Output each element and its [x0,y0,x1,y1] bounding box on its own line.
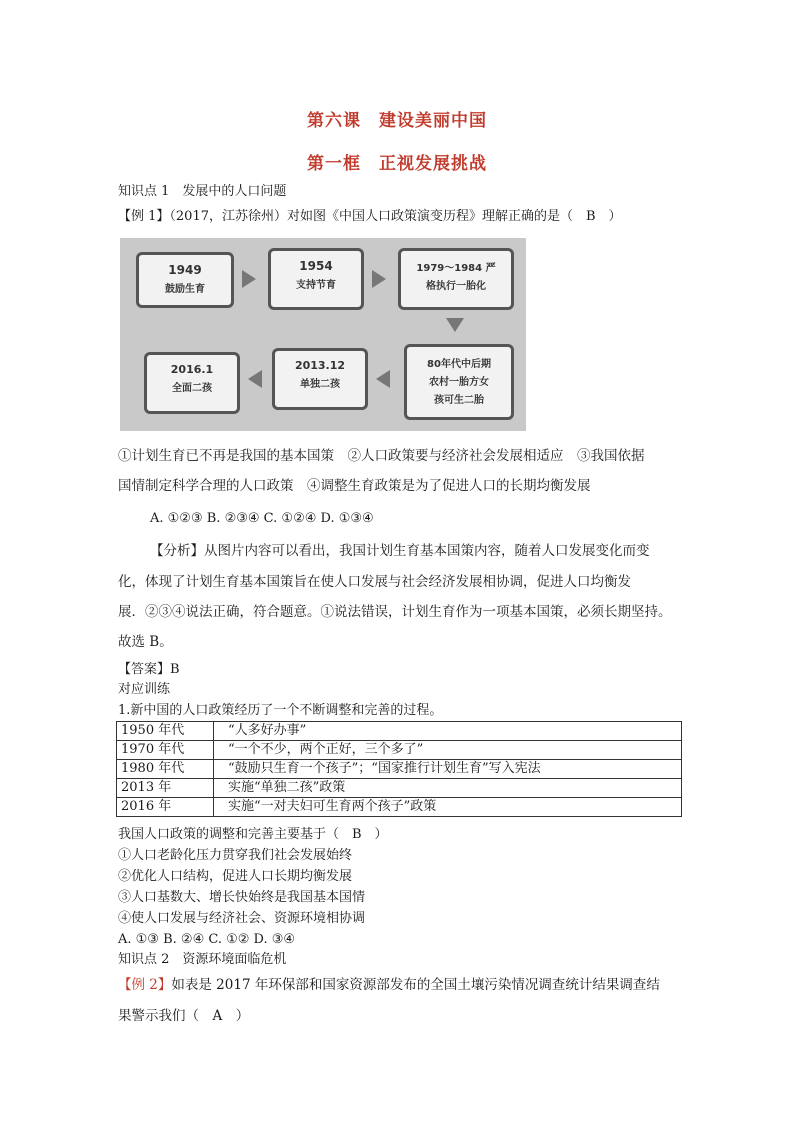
table-cell-period: 2016 年 [117,798,214,817]
table-cell-period: 2013 年 [117,779,214,798]
example-2-stem-line-2: 果警示我们（ A ） [118,1008,250,1024]
lesson-name: 建设美丽中国 [379,111,487,131]
lesson-number: 第六课 [307,111,361,131]
diagram-box-1979: 1979～1984 严 格执行一胎化 [398,248,514,310]
example-2-label: 【例 2】 [118,977,172,993]
knowledge-point-1: 知识点 1 发展中的人口问题 [118,184,287,199]
table-row [117,722,682,741]
table-row [117,779,682,798]
population-policy-diagram [120,238,526,431]
population-policy-table [116,721,682,817]
diagram-box-1949: 1949 鼓励生育 [136,252,234,308]
arrow-right-icon [372,270,386,288]
table-cell-period: 1950 年代 [117,722,214,741]
example-1-choices: A. ①②③ B. ②③④ C. ①②④ D. ①③④ [150,511,374,526]
example-1-options-line-1: ①计划生育已不再是我国的基本国策 ②人口政策要与经济社会发展相适应 ③我国依据 [118,448,645,464]
table-cell-period: 1970 年代 [117,741,214,760]
example-2-stem-line-1: 【例 2】如表是 2017 年环保部和国家资源部发布的全国土壤污染情况调查统计结果调查结 [118,977,660,993]
analysis-line-3: 展．②③④说法正确，符合题意。①说法错误，计划生育作为一项基本国策，必须长期坚持。 [118,604,672,620]
lesson-title [0,106,794,131]
arrow-left-icon [248,370,262,388]
table-cell-period: 1980 年代 [117,760,214,779]
arrow-down-icon [446,318,464,332]
table-row [117,798,682,817]
frame-name: 正视发展挑战 [379,154,487,174]
analysis-line-1: 【分析】从图片内容可以看出，我国计划生育基本国策内容，随着人口发展变化而变 [150,543,650,559]
diagram-box-2016: 2016.1 全面二孩 [144,352,240,414]
analysis-line-4: 故选 B。 [118,634,173,650]
table-cell-policy: 实施“一对夫妇可生育两个孩子”政策 [214,798,682,817]
analysis-line-2: 化，体现了计划生育基本国策旨在使人口发展与社会经济发展相协调，促进人口均衡发 [118,574,631,590]
practice-q1-option-2: ②优化人口结构，促进人口长期均衡发展 [118,869,353,884]
arrow-left-icon [376,370,390,388]
table-cell-policy: “鼓励只生育一个孩子”；“国家推行计划生育”写入宪法 [214,760,682,779]
table-cell-policy: “一个不少，两个正好，三个多了” [214,741,682,760]
example-1-answer: 【答案】B [118,662,180,677]
practice-q1-stem: 我国人口政策的调整和完善主要基于（ B ） [118,827,388,842]
frame-title [0,149,794,174]
table-row [117,760,682,779]
table-row [117,741,682,760]
frame-number: 第一框 [307,154,361,174]
example-1-options-line-2: 国情制定科学合理的人口政策 ④调整生育政策是为了促进人口的长期均衡发展 [118,478,591,494]
table-cell-policy: “人多好办事” [214,722,682,741]
table-cell-policy: 实施“单独二孩”政策 [214,779,682,798]
example-1-stem: 【例 1】（2017，江苏徐州）对如图《中国人口政策演变历程》理解正确的是（ B ） [118,209,622,224]
practice-q1-option-1: ①人口老龄化压力贯穿我们社会发展始终 [118,848,353,863]
practice-q1-option-3: ③人口基数大、增长快始终是我国基本国情 [118,890,366,905]
diagram-box-1954: 1954 支持节育 [268,248,364,310]
practice-q1-option-4: ④使人口发展与经济社会、资源环境相协调 [118,911,366,926]
practice-heading: 对应训练 [118,682,171,697]
knowledge-point-2: 知识点 2 资源环境面临危机 [118,952,287,967]
diagram-box-80s: 80年代中后期 农村一胎方女 孩可生二胎 [404,344,514,420]
practice-q1-intro: 1.新中国的人口政策经历了一个不断调整和完善的过程。 [118,703,443,718]
arrow-right-icon [242,270,256,288]
practice-q1-choices: A. ①③ B. ②④ C. ①② D. ③④ [118,932,296,947]
diagram-box-2013: 2013.12 单独二孩 [272,348,368,410]
